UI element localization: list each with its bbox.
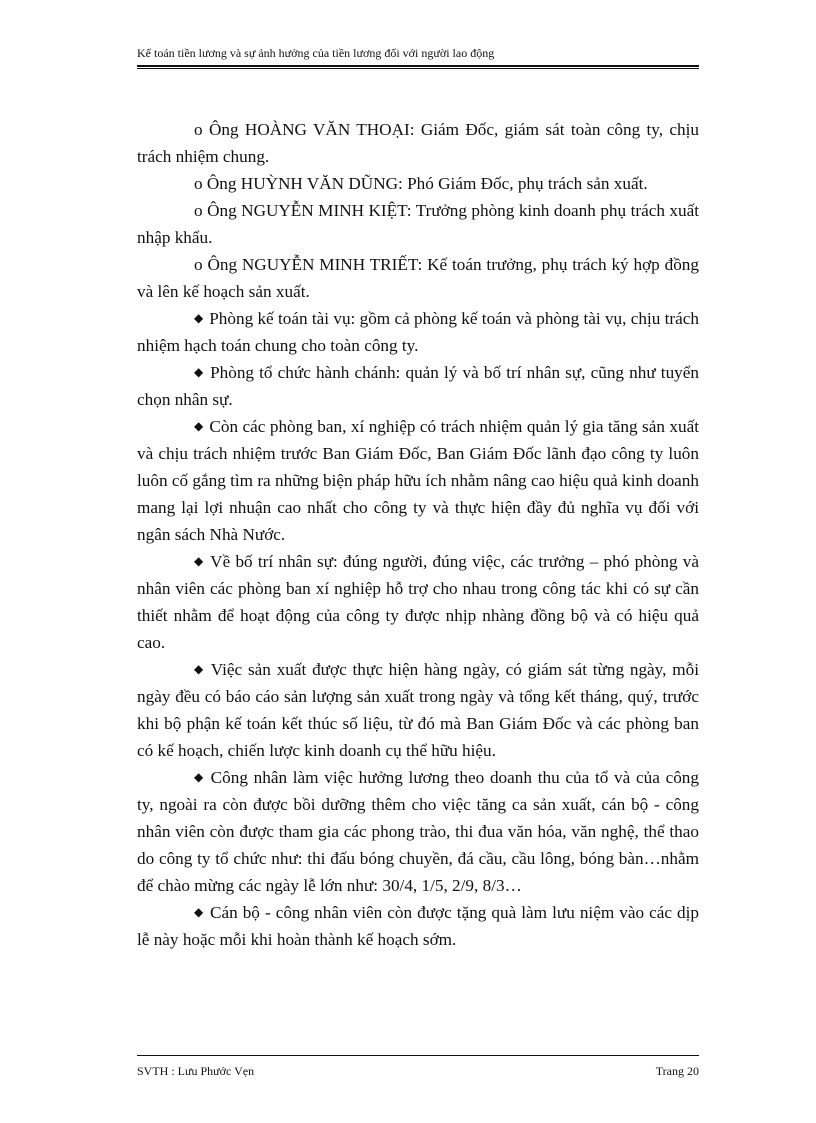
paragraph-text: Ông NGUYỄN MINH KIỆT: Trưởng phòng kinh doanh phụ trách xuất nhập khẩu. [137, 201, 700, 247]
list-item-production [137, 656, 699, 764]
diamond-bullet-icon: ◆ [194, 554, 205, 568]
paragraph-text: Về bố trí nhân sự: đúng người, đúng việc, các trưởng – phó phòng và nhân viên các phòng ban xí nghiệp hỗ trợ cho nhau trong công tác khi có sự cần thiết nhằm để hoạt động của công ty được nhịp nhàng đồng bộ và có hiệu quả cao. [137, 552, 699, 652]
diamond-bullet-icon: ◆ [194, 770, 205, 784]
list-item-workers [137, 764, 699, 899]
paragraph-text: Việc sản xuất được thực hiện hàng ngày, có giám sát từng ngày, mỗi ngày đều có báo cáo sản lượng sản xuất trong ngày và tổng kết tháng, quý, trước khi bộ phận kế toán kết thúc số liệu, từ đó mà Ban Giám Đốc và các phòng ban có kế hoạch, chiến lược kinh doanh cụ thể hữu hiệu. [137, 660, 700, 760]
paragraph-text: Công nhân làm việc hưởng lương theo doanh thu của tổ và của công ty, ngoài ra còn được bồi dưỡng thêm cho việc tăng ca sản xuất, cán bộ - công nhân viên còn được tham gia các phong trào, thi đua văn hóa, văn nghệ, thể thao do công ty tổ chức như: thi đấu bóng chuyền, đá cầu, cầu lông, bóng bàn…nhằm để chào mừng các ngày lễ lớn như: 30/4, 1/5, 2/9, 8/3… [137, 768, 699, 895]
paragraph-text: Ông NGUYỄN MINH TRIẾT: Kế toán trưởng, phụ trách ký hợp đồng và lên kế hoạch sản xuất. [137, 255, 699, 301]
list-item-chief-accountant [137, 251, 699, 305]
footer-author: SVTH : Lưu Phước Vẹn [137, 1064, 255, 1078]
page-header [137, 46, 699, 69]
diamond-bullet-icon: ◆ [194, 365, 205, 379]
header-title: Kế toán tiền lương và sự ảnh hưởng của tiền lương đối với người lao động [137, 46, 495, 60]
circle-bullet-icon: o [194, 201, 203, 220]
circle-bullet-icon: o [194, 174, 203, 193]
paragraph-text: Còn các phòng ban, xí nghiệp có trách nhiệm quản lý gia tăng sản xuất và chịu trách nhiệm trước Ban Giám Đốc, Ban Giám Đốc lãnh đạo công ty luôn luôn cố gắng tìm ra những biện pháp hữu ích nhằm nâng cao hiệu quả kinh doanh mang lại lợi nhuận cao nhất cho công ty và thực hiện đầy đủ nghĩa vụ đối với ngân sách Nhà Nước. [137, 417, 700, 544]
list-item-departments [137, 413, 699, 548]
list-item-staffing [137, 548, 699, 656]
circle-bullet-icon: o [194, 255, 203, 274]
page-number: Trang 20 [655, 1064, 699, 1078]
diamond-bullet-icon: ◆ [194, 905, 204, 919]
document-body [137, 116, 699, 953]
circle-bullet-icon: o [194, 120, 203, 139]
paragraph-text: Phòng tổ chức hành chánh: quản lý và bố trí nhân sự, cũng như tuyển chọn nhân sự. [137, 363, 699, 409]
paragraph-text: Ông HOÀNG VĂN THOẠI: Giám Đốc, giám sát toàn công ty, chịu trách nhiệm chung. [137, 120, 700, 166]
diamond-bullet-icon: ◆ [194, 419, 204, 433]
list-item-deputy-director [137, 170, 699, 197]
diamond-bullet-icon: ◆ [194, 662, 205, 676]
paragraph-text: Phòng kế toán tài vụ: gồm cả phòng kế toán và phòng tài vụ, chịu trách nhiệm hạch toán chung cho toàn công ty. [137, 309, 699, 355]
list-item-accounting-dept [137, 305, 699, 359]
header-rule [137, 65, 699, 69]
paragraph-text: Cán bộ - công nhân viên còn được tặng quà làm lưu niệm vào các dịp lễ này hoặc mỗi khi hoàn thành kế hoạch sớm. [137, 903, 699, 949]
list-item-gifts [137, 899, 699, 953]
paragraph-text: Ông HUỲNH VĂN DŨNG: Phó Giám Đốc, phụ trách sản xuất. [206, 174, 648, 193]
page-footer [137, 1055, 699, 1079]
list-item-director [137, 116, 699, 170]
list-item-admin-dept [137, 359, 699, 413]
list-item-business-head [137, 197, 699, 251]
diamond-bullet-icon: ◆ [194, 311, 204, 325]
